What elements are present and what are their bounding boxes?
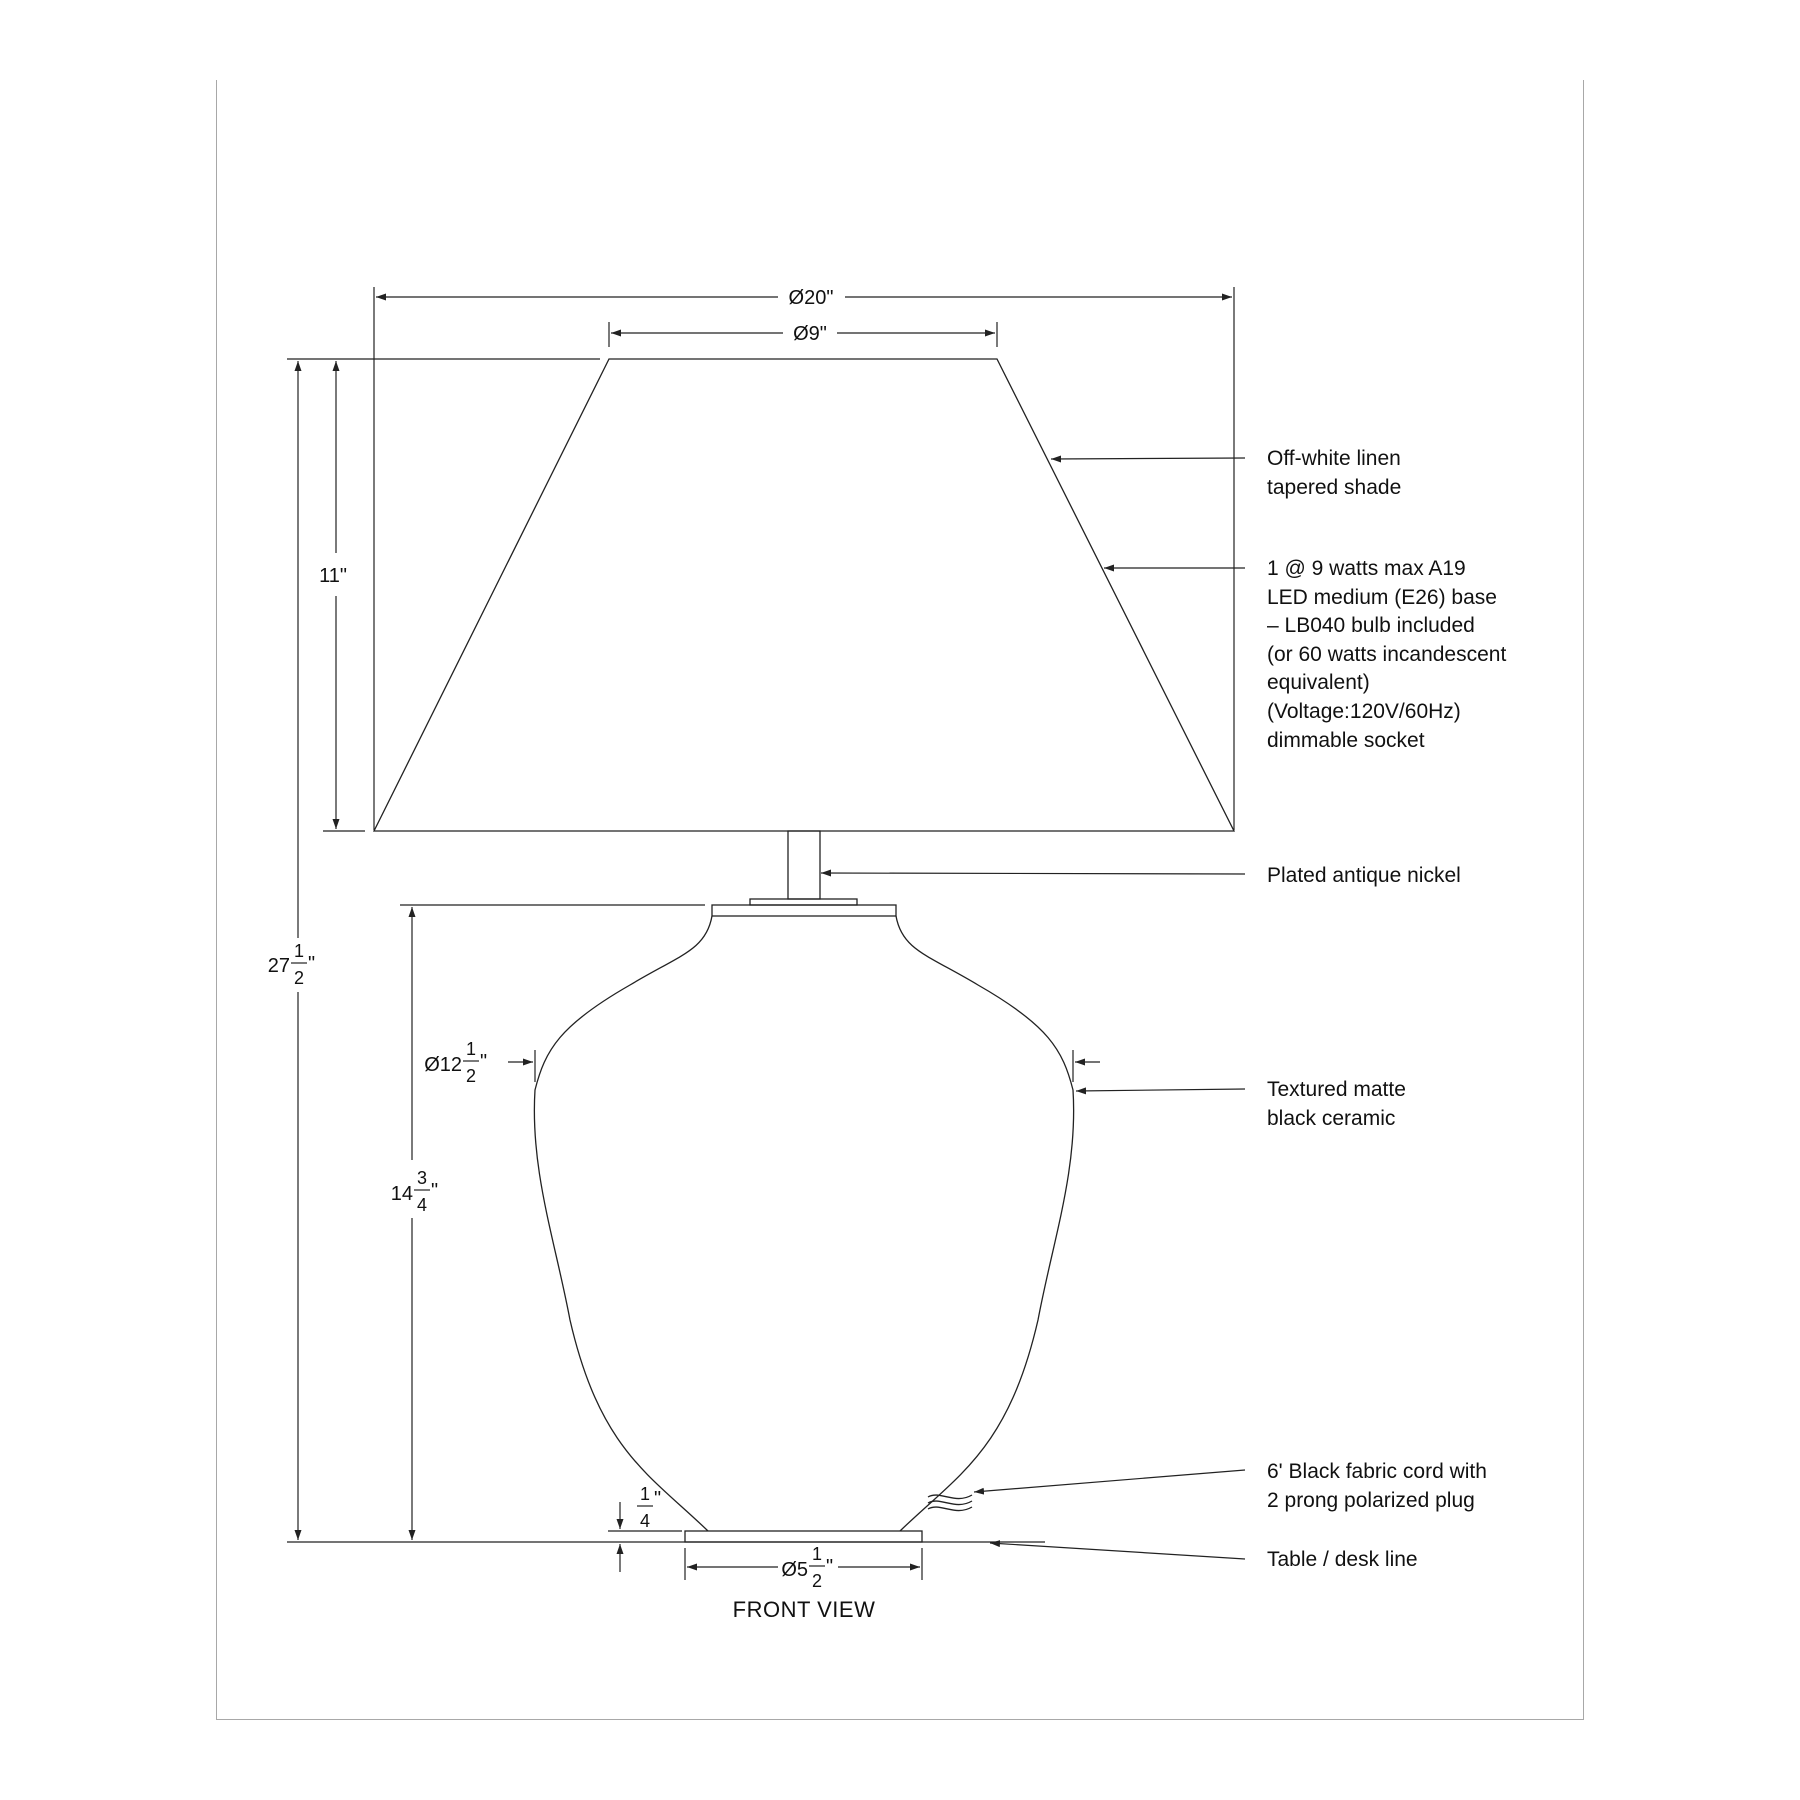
svg-text:": " <box>480 1051 488 1073</box>
svg-text:Ø12: Ø12 <box>424 1054 462 1076</box>
dim-body-height <box>391 1168 438 1215</box>
svg-text:2: 2 <box>811 1571 823 1591</box>
svg-text:1: 1 <box>293 941 305 961</box>
dim-base-diameter <box>781 1544 833 1591</box>
svg-text:": " <box>654 1488 662 1510</box>
svg-text:1: 1 <box>465 1039 477 1059</box>
lamp-shade <box>374 359 1234 831</box>
dim-shade-top-diameter: Ø9" <box>793 323 827 345</box>
dim-shade-bottom-diameter: Ø20" <box>788 287 834 309</box>
cord-squiggle <box>928 1495 972 1511</box>
svg-text:14: 14 <box>390 1183 413 1205</box>
dim-overall-height <box>268 941 315 988</box>
callout-shade: Off-white linen tapered shade <box>1267 447 1402 499</box>
callout-body: Textured matte black ceramic <box>1267 1078 1406 1130</box>
svg-text:2: 2 <box>465 1066 477 1086</box>
callout-neck: Plated antique nickel <box>1267 864 1461 887</box>
callout-bulb: 1 @ 9 watts max A19 LED medium (E26) base – LB040 bulb included (or 60 watts incandescent equivalent) (Voltage:120V/60Hz) dimmable socket <box>1267 557 1507 752</box>
svg-text:27: 27 <box>267 955 290 977</box>
svg-text:3: 3 <box>416 1168 428 1188</box>
svg-text:4: 4 <box>639 1511 651 1531</box>
callout-table-line: Table / desk line <box>1267 1548 1418 1571</box>
view-label: FRONT VIEW <box>732 1597 876 1622</box>
leader-lines <box>821 458 1245 1559</box>
svg-text:": " <box>308 953 316 975</box>
svg-text:1: 1 <box>811 1544 823 1564</box>
lamp-base-plate <box>685 1531 922 1542</box>
svg-text:1: 1 <box>639 1484 651 1504</box>
dim-shade-height: 11" <box>319 565 347 587</box>
svg-text:2: 2 <box>293 968 305 988</box>
lamp-body <box>534 916 1073 1531</box>
callout-labels <box>1267 447 1512 1571</box>
svg-text:": " <box>826 1556 834 1578</box>
dimension-labels <box>268 287 834 1591</box>
dim-body-diameter <box>424 1039 487 1086</box>
svg-text:4: 4 <box>416 1195 428 1215</box>
dim-base-thickness <box>637 1484 661 1531</box>
svg-text:Ø5: Ø5 <box>781 1559 808 1581</box>
callout-cord: 6' Black fabric cord with 2 prong polarized plug <box>1267 1460 1487 1512</box>
svg-text:": " <box>431 1180 439 1202</box>
dimension-lines <box>287 287 1234 1580</box>
